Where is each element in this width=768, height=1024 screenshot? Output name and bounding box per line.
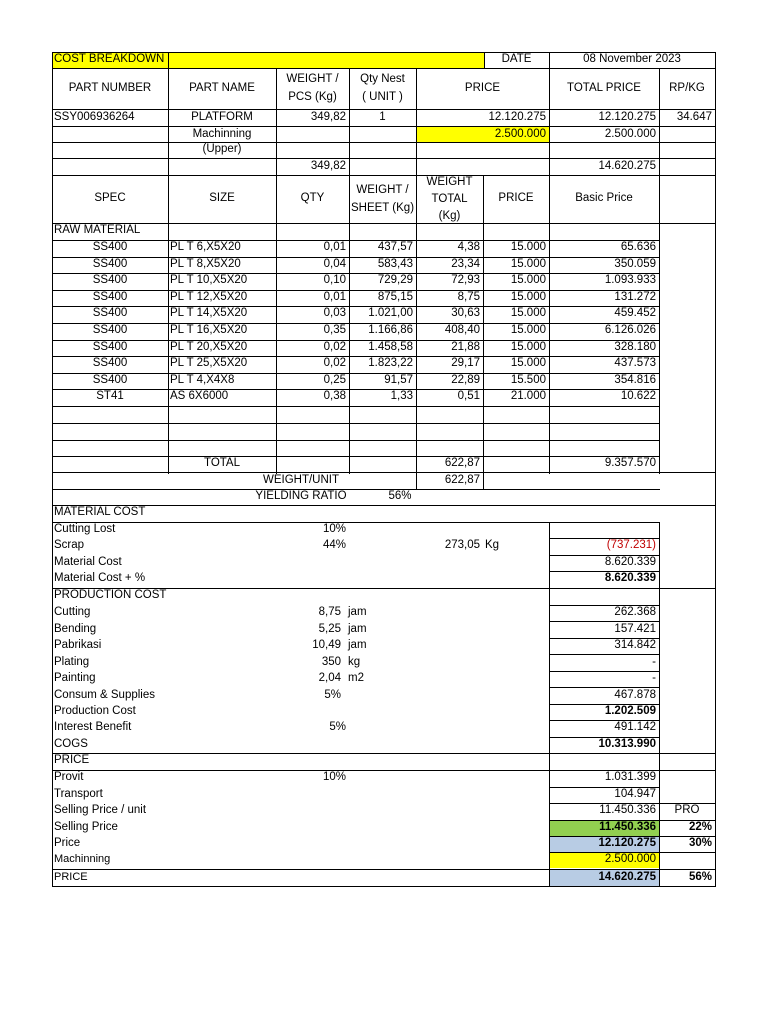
- production-cost-label: Production Cost: [54, 705, 136, 717]
- spec-col-price: PRICE: [498, 192, 534, 204]
- raw-material-size: PL T 10,X5X20: [170, 274, 248, 287]
- final-price-value: 14.620.275: [598, 871, 656, 883]
- raw-material-basic: 131.272: [614, 290, 656, 303]
- col-price: PRICE: [464, 82, 501, 94]
- raw-material-qty: 0,25: [323, 373, 346, 386]
- raw-material-size: PL T 4,X4X8: [170, 373, 235, 386]
- machining-final-label: Machinning: [54, 853, 111, 865]
- date-value: 08 November 2023: [583, 53, 681, 65]
- raw-material-price: 15.000: [510, 340, 546, 353]
- date-label: DATE: [501, 53, 532, 65]
- production-item-qty: 5,25: [318, 622, 341, 635]
- col-rpkg: RP/KG: [669, 82, 705, 94]
- selling-value: 11.450.336: [599, 821, 656, 833]
- price-section: PRICE: [54, 754, 90, 766]
- scrap-kg: 273,05: [444, 539, 480, 551]
- part-price: 12.120.275: [488, 111, 546, 123]
- raw-material-basic: 6.126.026: [604, 324, 656, 336]
- selling-unit-value: 11.450.336: [599, 804, 656, 816]
- machining-label-l1: Machinning: [192, 128, 252, 140]
- scrap-pct: 44%: [322, 539, 346, 551]
- raw-material-size: PL T 12,X5X20: [170, 290, 248, 303]
- raw-material-basic: 10.622: [620, 390, 656, 403]
- production-item-value: -: [652, 655, 656, 668]
- provit-label: Provit: [54, 771, 84, 783]
- col-part-name: PART NAME: [189, 82, 255, 94]
- selling-unit-label: Selling Price / unit: [54, 804, 147, 816]
- weight-unit-label: WEIGHT/UNIT: [262, 474, 340, 486]
- raw-material-wtotal: 0,51: [457, 390, 480, 403]
- raw-material-label: RAW MATERIAL: [54, 224, 141, 236]
- yield-label: YIELDING RATIO: [255, 490, 347, 502]
- col-weight-l2: PCS (Kg): [288, 91, 337, 103]
- total-weight: 622,87: [444, 457, 480, 469]
- production-item-label: Painting: [54, 672, 96, 685]
- raw-material-wsheet: 875,15: [377, 290, 413, 303]
- production-item-unit: jam: [348, 606, 367, 618]
- spec-col-size: SIZE: [209, 192, 235, 204]
- grid-h-line: [52, 440, 660, 441]
- grid-h-line: [659, 852, 716, 853]
- production-item-value: 262.368: [614, 606, 656, 618]
- pro-label: PRO: [674, 804, 700, 816]
- raw-material-wtotal: 408,40: [444, 324, 480, 336]
- raw-material-basic: 1.093.933: [604, 274, 656, 287]
- price-pct: 30%: [688, 837, 712, 849]
- raw-material-basic: 65.636: [620, 241, 656, 253]
- raw-material-price: 15.500: [510, 373, 546, 386]
- material-cost-pct-label: Material Cost + %: [54, 572, 146, 584]
- col-total-price: TOTAL PRICE: [567, 82, 641, 94]
- raw-material-spec: SS400: [92, 324, 128, 336]
- raw-material-wtotal: 30,63: [451, 307, 480, 320]
- spec-col-wsheet-l1: WEIGHT /: [356, 184, 409, 196]
- raw-material-price: 15.000: [510, 324, 546, 336]
- raw-material-price: 15.000: [510, 257, 546, 270]
- raw-material-size: PL T 6,X5X20: [170, 241, 241, 253]
- production-item-label: Cutting: [54, 606, 91, 618]
- raw-material-size: PL T 20,X5X20: [170, 340, 248, 353]
- raw-material-basic: 328.180: [614, 340, 656, 353]
- grid-h-line: [52, 175, 716, 176]
- interest-value: 491.142: [614, 721, 656, 733]
- raw-material-qty: 0,10: [323, 274, 346, 287]
- production-item-label: Bending: [54, 622, 97, 635]
- grid-h-line: [52, 886, 716, 887]
- machining-final-value: 2.500.000: [604, 853, 656, 865]
- production-item-label: Pabrikasi: [54, 639, 102, 652]
- raw-material-size: PL T 16,X5X20: [170, 324, 248, 336]
- raw-material-size: PL T 25,X5X20: [170, 357, 248, 370]
- production-item-qty: 350: [321, 655, 341, 668]
- yield-value: 56%: [388, 490, 412, 502]
- scrap-unit: Kg: [485, 539, 500, 551]
- raw-material-spec: SS400: [92, 340, 128, 353]
- raw-material-wsheet: 437,57: [377, 241, 413, 253]
- price-label: Price: [54, 837, 81, 849]
- part-weight: 349,82: [310, 111, 346, 123]
- raw-material-wsheet: 729,29: [377, 274, 413, 287]
- raw-material-wsheet: 91,57: [384, 373, 413, 386]
- grid-h-line: [52, 142, 716, 143]
- weight-unit-value: 622,87: [444, 474, 480, 486]
- production-item-value: 314.842: [614, 639, 656, 652]
- grid-h-line: [52, 423, 660, 424]
- transport-label: Transport: [54, 788, 103, 800]
- final-price-label: PRICE: [54, 871, 88, 883]
- interest-pct: 5%: [329, 721, 346, 733]
- raw-material-wsheet: 1,33: [390, 390, 413, 403]
- material-cost-pct-value: 8.620.339: [604, 572, 656, 584]
- raw-material-spec: SS400: [92, 290, 128, 303]
- raw-material-spec: SS400: [92, 373, 128, 386]
- spec-col-wtotal-l1: WEIGHT: [426, 176, 473, 188]
- grid-v-line: [715, 52, 716, 887]
- machining-price: 2.500.000: [494, 128, 546, 140]
- raw-material-spec: SS400: [92, 274, 128, 287]
- raw-material-spec: ST41: [96, 390, 124, 403]
- cogs-label: COGS: [54, 738, 88, 750]
- production-item-qty: 10,49: [312, 639, 341, 652]
- spec-col-spec: SPEC: [94, 192, 126, 204]
- raw-material-wsheet: 583,43: [377, 257, 413, 270]
- production-item-qty: 5%: [324, 689, 341, 701]
- part-total-price: 12.120.275: [598, 111, 656, 123]
- raw-material-basic: 437.573: [614, 357, 656, 370]
- spec-col-qty: QTY: [300, 192, 325, 204]
- grid-v-line: [483, 472, 484, 490]
- grid-h-line: [52, 406, 660, 407]
- raw-material-size: PL T 8,X5X20: [170, 257, 241, 270]
- production-item-unit: jam: [348, 622, 367, 635]
- raw-material-wsheet: 1.166,86: [368, 324, 413, 336]
- interest-label: Interest Benefit: [54, 721, 132, 733]
- raw-material-price: 15.000: [510, 241, 546, 253]
- price-value: 12.120.275: [598, 837, 656, 849]
- machining-label-l2: (Upper): [202, 143, 242, 155]
- raw-material-wtotal: 21,88: [451, 340, 480, 353]
- col-qty-l2: ( UNIT ): [362, 91, 403, 103]
- selling-label: Selling Price: [54, 821, 118, 833]
- raw-material-wtotal: 23,34: [451, 257, 480, 270]
- raw-material-spec: SS400: [92, 357, 128, 370]
- raw-material-spec: SS400: [92, 307, 128, 320]
- raw-material-size: PL T 14,X5X20: [170, 307, 248, 320]
- raw-material-wtotal: 22,89: [451, 373, 480, 386]
- raw-material-wtotal: 4,38: [457, 241, 480, 253]
- raw-material-qty: 0,02: [323, 357, 346, 370]
- raw-material-price: 15.000: [510, 357, 546, 370]
- material-cost-label: Material Cost: [54, 556, 122, 568]
- selling-pct: 22%: [688, 821, 712, 833]
- production-item-unit: kg: [348, 655, 361, 668]
- part-qty: 1: [379, 111, 386, 123]
- grid-h-line: [52, 68, 716, 69]
- grid-v-line: [659, 175, 660, 474]
- raw-material-wtotal: 72,93: [451, 274, 480, 287]
- raw-material-price: 21.000: [510, 390, 546, 403]
- production-item-value: 467.878: [614, 689, 656, 701]
- material-cost-value: 8.620.339: [604, 556, 656, 568]
- raw-material-price: 15.000: [510, 290, 546, 303]
- spec-col-wtotal-l3: (Kg): [438, 210, 461, 222]
- raw-material-basic: 459.452: [614, 307, 656, 320]
- raw-material-qty: 0,04: [323, 257, 346, 270]
- production-item-value: -: [652, 672, 656, 685]
- spec-col-wtotal-l2: TOTAL: [431, 193, 468, 205]
- machining-total: 2.500.000: [604, 128, 656, 140]
- raw-material-wsheet: 1.823,22: [368, 357, 413, 370]
- sum-weight: 349,82: [310, 160, 346, 172]
- raw-material-basic: 350.059: [614, 257, 656, 270]
- cogs-value: 10.313.990: [598, 738, 656, 750]
- raw-material-wtotal: 8,75: [457, 290, 480, 303]
- raw-material-spec: SS400: [92, 241, 128, 253]
- part-number: SSY006936264: [54, 111, 135, 123]
- scrap-label: Scrap: [54, 539, 85, 551]
- part-rpkg: 34.647: [676, 111, 712, 123]
- raw-material-basic: 354.816: [614, 373, 656, 386]
- col-part-number: PART NUMBER: [68, 82, 152, 94]
- raw-material-qty: 0,02: [323, 340, 346, 353]
- production-cost-value: 1.202.509: [604, 705, 656, 717]
- production-item-unit: jam: [348, 639, 367, 652]
- raw-material-wtotal: 29,17: [451, 357, 480, 370]
- scrap-value: (737.231): [606, 539, 656, 551]
- provit-value: 1.031.399: [604, 771, 656, 783]
- production-item-value: 157.421: [614, 622, 656, 635]
- raw-material-spec: SS400: [92, 257, 128, 270]
- col-qty-l1: Qty Nest: [360, 73, 405, 85]
- grid-h-line: [52, 472, 716, 473]
- raw-material-price: 15.000: [510, 274, 546, 287]
- provit-pct: 10%: [322, 771, 346, 783]
- raw-material-wsheet: 1.458,58: [368, 340, 413, 353]
- transport-value: 104.947: [614, 788, 656, 800]
- part-name: PLATFORM: [191, 111, 253, 123]
- raw-material-qty: 0,01: [323, 290, 346, 303]
- production-cost-section: PRODUCTION COST: [54, 589, 167, 601]
- raw-material-wsheet: 1.021,00: [368, 307, 413, 320]
- cutting-lost-label: Cutting Lost: [54, 523, 116, 535]
- production-item-qty: 2,04: [318, 672, 341, 685]
- sum-total: 14.620.275: [598, 160, 656, 172]
- production-item-unit: m2: [348, 672, 364, 685]
- raw-material-qty: 0,35: [323, 324, 346, 336]
- raw-material-size: AS 6X6000: [170, 390, 229, 403]
- raw-material-price: 15.000: [510, 307, 546, 320]
- spec-col-basic-price: Basic Price: [575, 192, 633, 204]
- material-cost-section: MATERIAL COST: [54, 506, 146, 518]
- production-item-label: Consum & Supplies: [54, 689, 155, 701]
- production-item-label: Plating: [54, 655, 90, 668]
- spec-col-wsheet-l2: SHEET (Kg): [350, 202, 415, 214]
- sheet-title: COST BREAKDOWN: [54, 53, 165, 65]
- col-weight-l1: WEIGHT /: [286, 73, 339, 85]
- raw-material-qty: 0,01: [323, 241, 346, 253]
- raw-material-qty: 0,38: [323, 390, 346, 403]
- production-item-qty: 8,75: [318, 606, 341, 618]
- raw-material-qty: 0,03: [323, 307, 346, 320]
- cutting-lost-pct: 10%: [322, 523, 346, 535]
- total-basic: 9.357.570: [604, 457, 656, 469]
- total-label: TOTAL: [204, 457, 240, 469]
- final-price-pct: 56%: [688, 871, 712, 883]
